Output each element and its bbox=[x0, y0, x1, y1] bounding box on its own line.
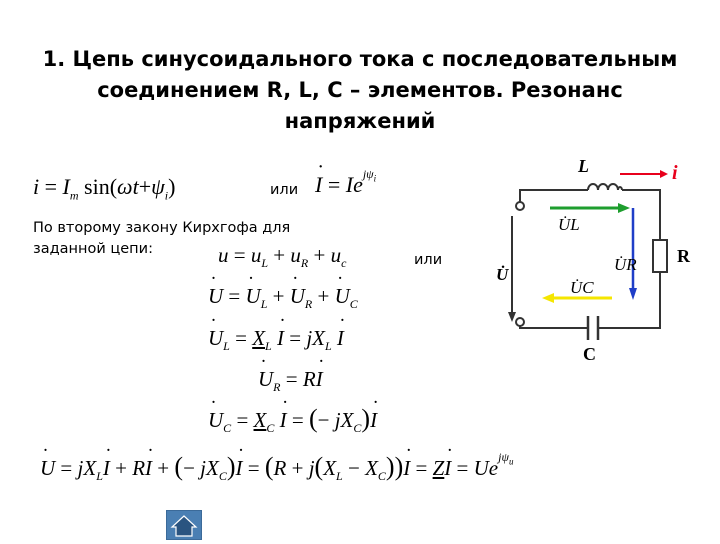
home-icon bbox=[167, 511, 201, 539]
label-u: U̇ bbox=[496, 265, 509, 284]
label-ul: U̇L bbox=[558, 215, 580, 234]
label-current: i bbox=[672, 162, 678, 184]
rlc-circuit-diagram bbox=[490, 150, 715, 365]
eq-uc: ˙ $U_C = X_C$ ˙ I = (− $jX_C)˙$ I bbox=[208, 404, 377, 436]
label-uc: U̇C bbox=[570, 278, 594, 297]
eq-ur: ˙ $U_R$ = R˙ I bbox=[258, 367, 323, 395]
label-ur: U̇R bbox=[614, 255, 637, 274]
terminal-top bbox=[516, 202, 524, 210]
kirchhoff-text-line-2: заданной цепи: bbox=[33, 241, 153, 257]
label-capacitor: C bbox=[583, 344, 596, 364]
ul-arrow-head bbox=[618, 203, 630, 213]
or-label-2: или bbox=[414, 252, 443, 268]
uc-arrow-head bbox=[542, 293, 554, 303]
circuit-wires bbox=[520, 190, 660, 328]
kirchhoff-text-line-1: По второму закону Кирхгофа для bbox=[33, 220, 291, 236]
eq-final: ˙ $U = jX_L˙$ I + R˙ I + (− $jX_C)˙$ $I = (R + j(X_L$ − $X_C))˙$ I = Z˙ $I = Ue^{j\psi_u}$ bbox=[40, 452, 513, 484]
title-line-1: 1. Цепь синусоидального тока с последовательным bbox=[42, 47, 678, 71]
eq-kirchhoff: $u = u_L + u_R + u_c$ bbox=[218, 243, 347, 271]
page-title bbox=[0, 44, 720, 137]
ur-arrow-head bbox=[629, 288, 637, 300]
eq-ul: ˙ $U_L = X_L$ ˙ $I = jX_L$ ˙ I bbox=[208, 326, 344, 354]
eq-current-time: $i = I_m$ $\sin(\omega t+\psi_i)$ bbox=[33, 174, 176, 203]
label-inductor: L bbox=[578, 156, 589, 176]
resistor bbox=[653, 240, 667, 272]
title-line-2: соединением R, L, C – элементов. Резонанс bbox=[97, 78, 623, 102]
inductor-coil bbox=[588, 184, 622, 190]
terminal-bottom bbox=[516, 318, 524, 326]
or-label-1: или bbox=[270, 182, 299, 198]
eq-voltage-sum: ˙ U = ˙ $U_L$ + ˙ $U_R$ + ˙ $U_C$ bbox=[208, 284, 358, 312]
current-arrow-head bbox=[660, 170, 668, 178]
home-button[interactable] bbox=[166, 510, 202, 540]
title-line-3: напряжений bbox=[284, 109, 436, 133]
label-resistor: R bbox=[677, 246, 690, 266]
eq-current-complex: ˙ $I = Ie^{j\psi_i}$ bbox=[315, 172, 376, 198]
u-arrow-head bbox=[508, 312, 516, 322]
